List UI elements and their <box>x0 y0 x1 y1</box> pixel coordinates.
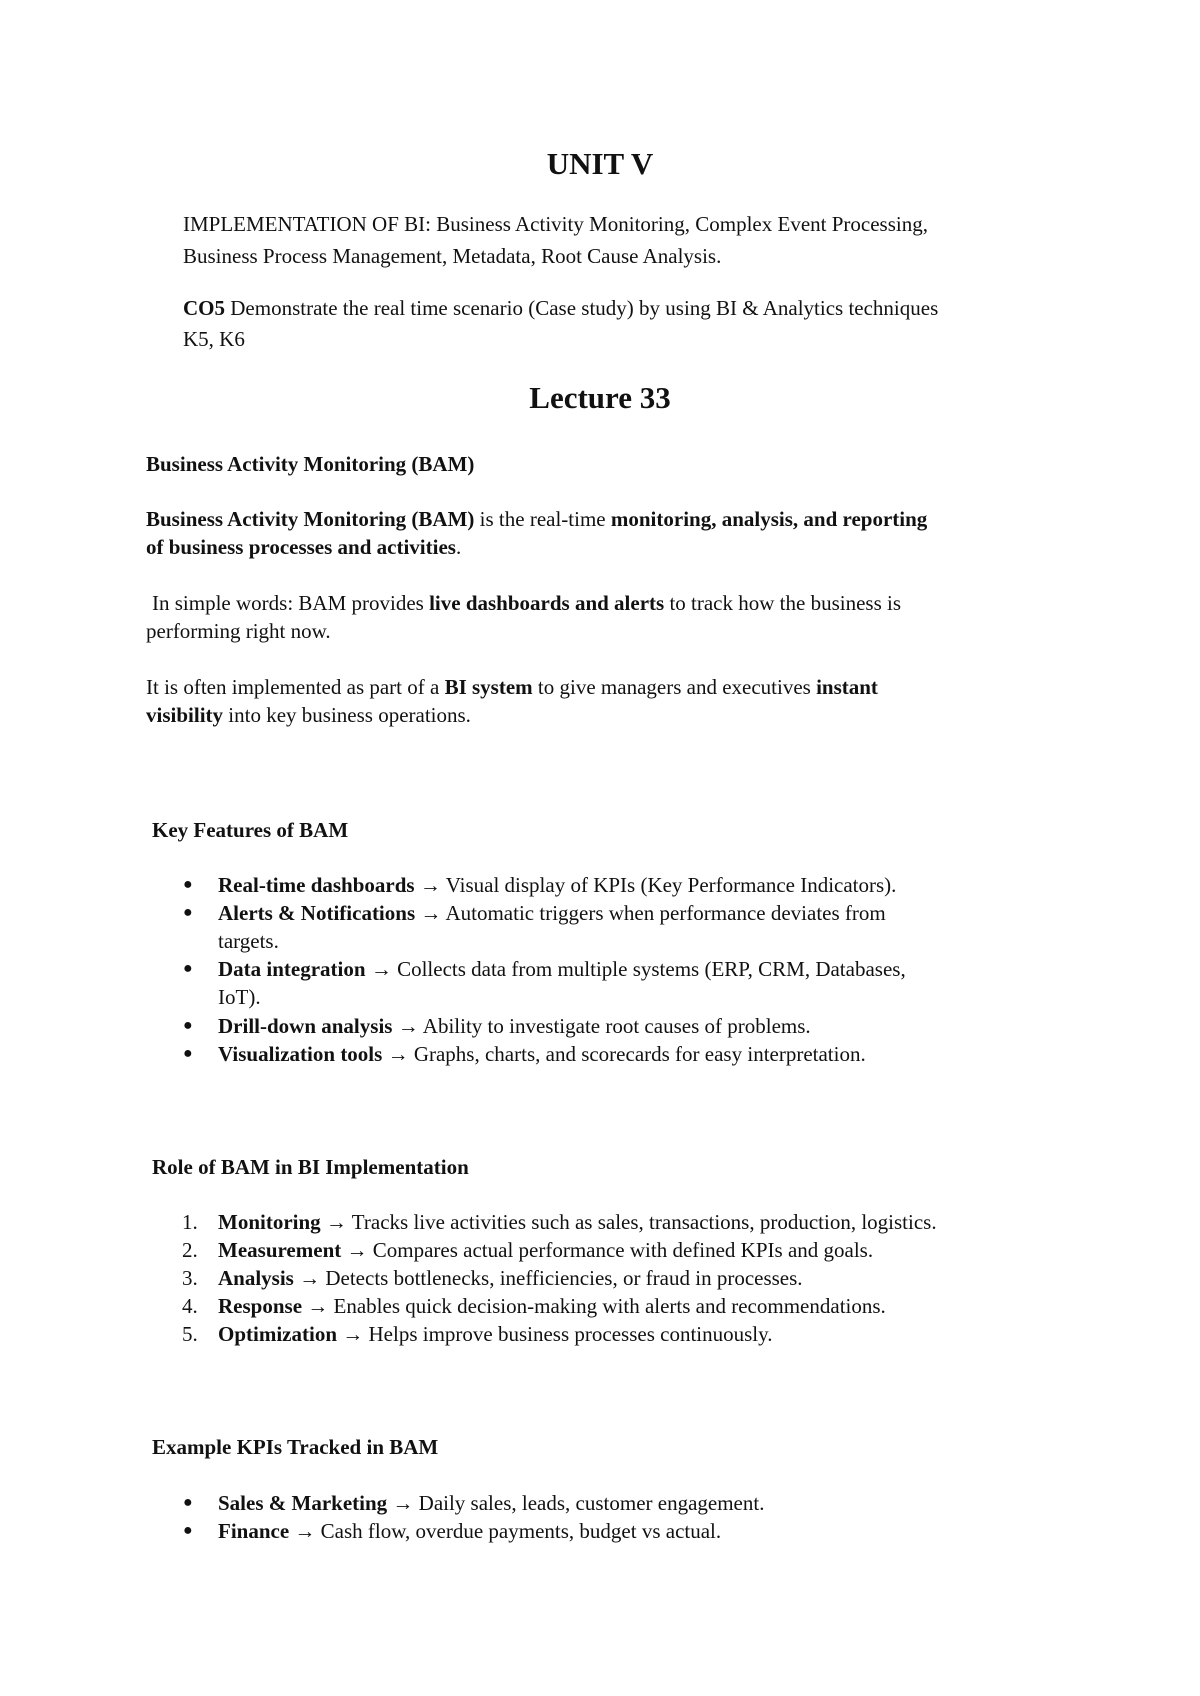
kpis-heading: Example KPIs Tracked in BAM <box>152 1435 439 1459</box>
intro-line-2: Business Process Management, Metadata, Root Cause Analysis. <box>183 244 722 268</box>
bullet-icon: ● <box>183 1522 193 1539</box>
list-item: ● Visualization tools → Graphs, charts, and scorecards for easy interpretation. <box>183 1042 866 1066</box>
list-item: ● Alerts & Notifications → Automatic triggers when performance deviates from <box>183 901 886 925</box>
list-item: 3. Analysis → Detects bottlenecks, inefficiencies, or fraud in processes. <box>182 1266 803 1290</box>
lecture-title: Lecture 33 <box>529 380 671 415</box>
intro-line-1: IMPLEMENTATION OF BI: Business Activity Monitoring, Complex Event Processing, <box>183 212 928 236</box>
role-heading: Role of BAM in BI Implementation <box>152 1155 469 1179</box>
list-item: ● Sales & Marketing → Daily sales, leads, customer engagement. <box>183 1491 765 1515</box>
definition-line-2: of business processes and activities. <box>146 535 462 559</box>
list-item: ● Data integration → Collects data from multiple systems (ERP, CRM, Databases, <box>183 957 906 981</box>
bullet-icon: ● <box>183 960 193 977</box>
bam-heading: Business Activity Monitoring (BAM) <box>146 452 475 476</box>
simple-words-line-1: In simple words: BAM provides live dashboards and alerts to track how the business is <box>152 591 902 615</box>
simple-words-line-2: performing right now. <box>146 619 331 643</box>
implemented-line-2: visibility into key business operations. <box>146 703 471 727</box>
list-item: 4. Response → Enables quick decision-making with alerts and recommendations. <box>182 1294 886 1318</box>
bullet-icon: ● <box>183 1017 193 1034</box>
bullet-icon: ● <box>183 1494 193 1511</box>
bullet-icon: ● <box>183 904 193 921</box>
list-item: 5. Optimization → Helps improve business processes continuously. <box>182 1322 773 1346</box>
course-outcome-line-2: K5, K6 <box>183 327 245 351</box>
list-item-continuation: targets. <box>218 929 279 953</box>
list-item-continuation: IoT). <box>218 985 261 1009</box>
unit-title: UNIT V <box>546 146 654 181</box>
list-item: ● Real-time dashboards → Visual display of KPIs (Key Performance Indicators). <box>183 873 897 897</box>
course-outcome-label: CO5 <box>183 296 225 320</box>
course-outcome-line-1: CO5 Demonstrate the real time scenario (Case study) by using BI & Analytics techniques <box>183 296 939 320</box>
list-item: 2. Measurement → Compares actual performance with defined KPIs and goals. <box>182 1238 874 1262</box>
bullet-icon: ● <box>183 876 193 893</box>
list-item: ● Drill-down analysis → Ability to investigate root causes of problems. <box>183 1014 811 1038</box>
list-item: 1. Monitoring → Tracks live activities such as sales, transactions, production, logistics. <box>182 1210 937 1234</box>
bullet-icon: ● <box>183 1045 193 1062</box>
definition-line-1: Business Activity Monitoring (BAM) is the real-time monitoring, analysis, and reporting <box>146 507 928 531</box>
implemented-line-1: It is often implemented as part of a BI system to give managers and executives instant <box>146 675 878 699</box>
key-features-heading: Key Features of BAM <box>152 818 349 842</box>
list-item: ● Finance → Cash flow, overdue payments, budget vs actual. <box>183 1519 722 1543</box>
